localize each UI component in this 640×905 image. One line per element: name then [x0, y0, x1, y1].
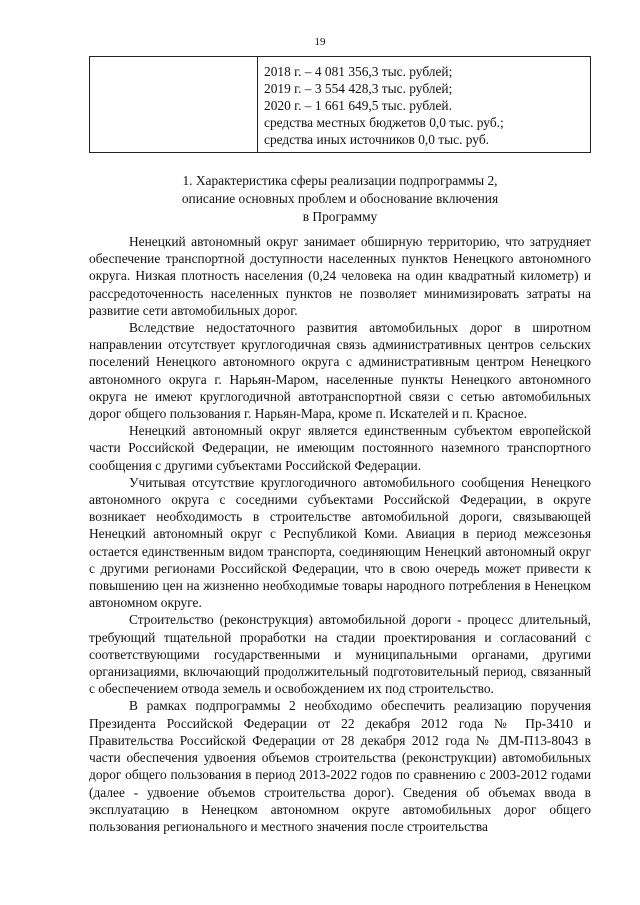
paragraph: Вследствие недостаточного развития автомобильных дорог в широтном направлении отсутствует круглогодичная связь административных центров сельских поселений Ненецкого автономного округа с административным центром Ненецкого автономного округа г. Нарьян-Маром, населенные пункты Ненецкого автономного округа не имеют круглогодичной автотранспортной связи с сетью автомобильных дорог общего пользования г. Нарьян-Мара, кроме п. Искателей и п. Красное. [89, 320, 591, 422]
funding-line-2020: 2020 г. – 1 661 649,5 тыс. рублей. [264, 98, 452, 113]
page-number: 19 [314, 36, 326, 48]
paragraph: Учитывая отсутствие круглогодичного автомобильного сообщения Ненецкого автономного округа с соседними субъектами Российской Федерации, в округе возникает необходимость в строительстве автомобильной дороги, связывающей Ненецкий автономный округ с Республикой Коми. Авиация в период межсезонья остается единственным видом транспорта, соединяющим Ненецкий автономный округ с другими регионами Российской Федерации, что в свою очередь может привести к повышению цен на жизненно необходимые товары народного потребления в Ненецком автономном округе. [89, 474, 591, 611]
table-empty-cell [90, 57, 258, 153]
paragraph: Ненецкий автономный округ является единственным субъектом европейской части Российской Федерации, не имеющим постоянного наземного транспортного сообщения с другими субъектами Российской Федерации. [89, 423, 591, 473]
funding-line-other: средства иных источников 0,0 тыс. руб. [264, 132, 489, 147]
table-text-cell [258, 57, 591, 153]
heading-line: в Программу [302, 209, 378, 224]
heading-line: 1. Характеристика сферы реализации подпрограммы 2, [182, 173, 498, 188]
paragraph: Строительство (реконструкция) автомобильной дороги - процесс длительный, требующий тщательной проработки на стадии проектирования и согласований с соответствующими государственными и муниципальными органами, другими организациями, включающий продолжительный подготовительный период, связанный с обеспечением отвода земель и освобождением их под строительство. [89, 612, 591, 697]
section-heading [89, 172, 591, 226]
funding-line-2019: 2019 г. – 3 554 428,3 тыс. рублей; [264, 81, 453, 96]
table-row [90, 57, 591, 153]
funding-line-2018: 2018 г. – 4 081 356,3 тыс. рублей; [264, 64, 453, 79]
body-text [89, 233, 591, 835]
paragraph: В рамках подпрограммы 2 необходимо обеспечить реализацию поручения Президента Российской Федерации от 22 декабря 2012 года № Пр-3410 и Правительства Российской Федерации от 28 декабря 2012 года № ДМ-П13-8043 в части обеспечения удвоения объемов строительства (реконструкции) автомобильных дорог общего пользования в период 2013-2022 годов по сравнению с 2003-2012 годами (далее - удвоение объемов строительства дорог). Сведения об объемах ввода в эксплуатацию в Ненецком автономном округе автомобильных дорог общего пользования регионального и местного значения после строительства [89, 698, 591, 834]
heading-line: описание основных проблем и обоснование включения [181, 191, 499, 206]
paragraph: Ненецкий автономный округ занимает обширную территорию, что затрудняет обеспечение транспортной доступности населенных пунктов Ненецкого автономного округа. Низкая плотность населения (0,24 человека на один квадратный километр) и рассредоточенность населенных пунктов не позволяет минимизировать затраты на развитие сети автомобильных дорог. [89, 234, 591, 318]
funding-table [89, 56, 591, 153]
funding-line-local: средства местных бюджетов 0,0 тыс. руб.; [264, 115, 504, 130]
